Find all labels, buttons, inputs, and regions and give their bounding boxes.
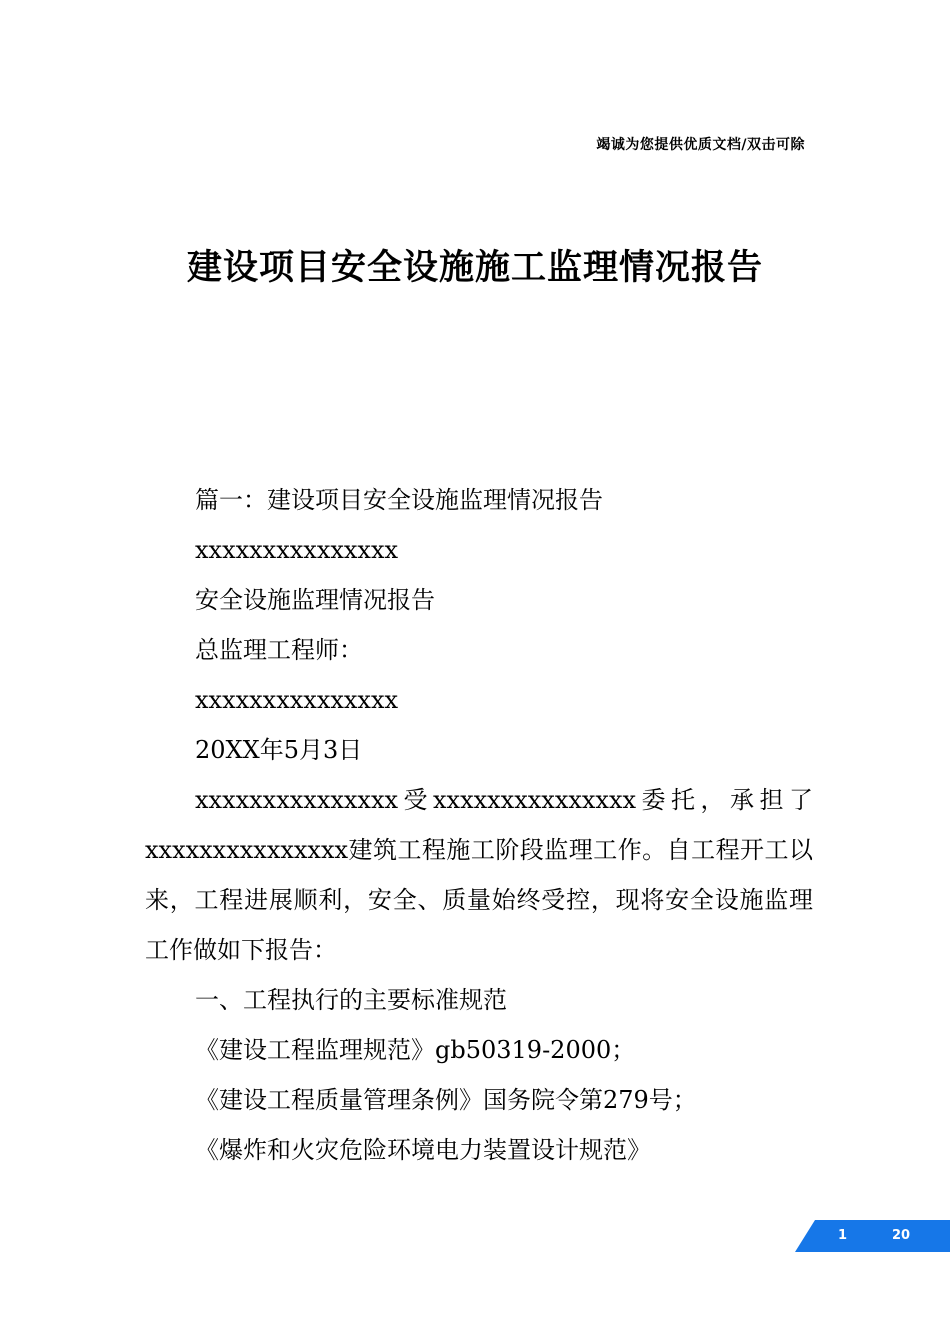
placeholder-line: xxxxxxxxxxxxxxx (195, 536, 399, 564)
document-title: 建设项目安全设施施工监理情况报告 (186, 248, 763, 288)
page-indicator-badge (795, 1220, 950, 1252)
intro-paragraph: xxxxxxxxxxxxxxx受xxxxxxxxxxxxxxx委托，承担了xxxxxxxxxxxxxxx建筑工程施工阶段监理工作。自工程开工以来，工程进展顺利，安全、质量始终受控，现将安全设施监理工作做如下报告： (145, 786, 813, 964)
chief-engineer-label: 总监理工程师： (195, 636, 363, 664)
placeholder-line: xxxxxxxxxxxxxxx (195, 686, 399, 714)
subsection-heading: 一、工程执行的主要标准规范 (195, 986, 507, 1014)
date-line: 20XX年5月3日 (195, 736, 363, 764)
standard-item: 《建设工程质量管理条例》国务院令第279号； (195, 1086, 697, 1114)
standard-item: 《爆炸和火灾危险环境电力装置设计规范》 (195, 1136, 651, 1164)
section-heading: 篇一：建设项目安全设施监理情况报告 (195, 486, 603, 514)
standard-item: 《建设工程监理规范》gb50319-2000； (195, 1036, 636, 1064)
current-page-number: 1 (838, 1228, 848, 1243)
document-body (145, 475, 813, 1175)
report-name-line: 安全设施监理情况报告 (195, 586, 435, 614)
header-note: 竭诚为您提供优质文档/双击可除 (596, 137, 805, 153)
total-page-count: 20 (892, 1228, 911, 1243)
